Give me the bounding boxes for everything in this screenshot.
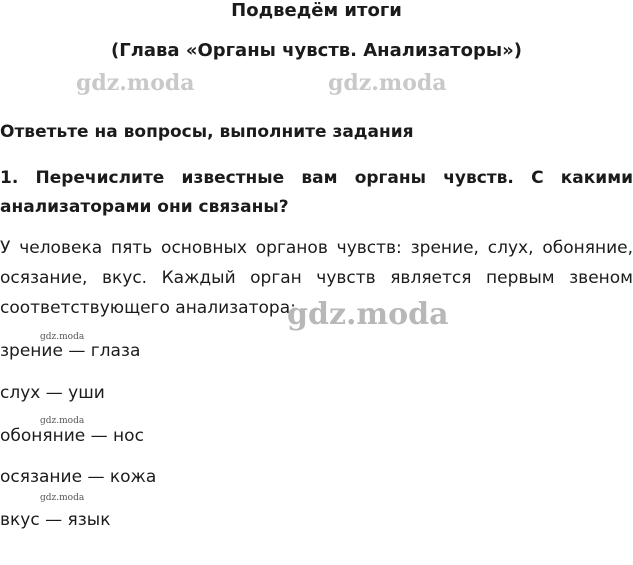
question-text: 1. Перечислите известные вам органы чувств. С какими анализаторами они связаны? [0, 168, 633, 217]
watermark: gdz.moda [287, 297, 449, 332]
watermark: gdz.moda [40, 332, 85, 342]
list-item: осязание — кожа [0, 467, 157, 487]
list-item: вкус — язык [0, 510, 111, 530]
list-item: обоняние — нос [0, 426, 144, 446]
section-heading: Ответьте на вопросы, выполните задания [0, 122, 414, 142]
list-item: слух — уши [0, 383, 105, 403]
page-title: Подведём итоги [231, 0, 402, 21]
list-item: зрение — глаза [0, 341, 141, 361]
watermark: gdz.moda [40, 416, 85, 426]
watermark: gdz.moda [76, 70, 195, 96]
watermark: gdz.moda [328, 70, 447, 96]
watermark: gdz.moda [40, 493, 85, 503]
chapter-subtitle: (Глава «Органы чувств. Анализаторы») [111, 40, 522, 61]
answer-text: У человека пять основных органов чувств: зрение, слух, обоняние, осязание, вкус. Каждый орган чувств является первым звеном соответствующего анализатора: [0, 238, 633, 318]
